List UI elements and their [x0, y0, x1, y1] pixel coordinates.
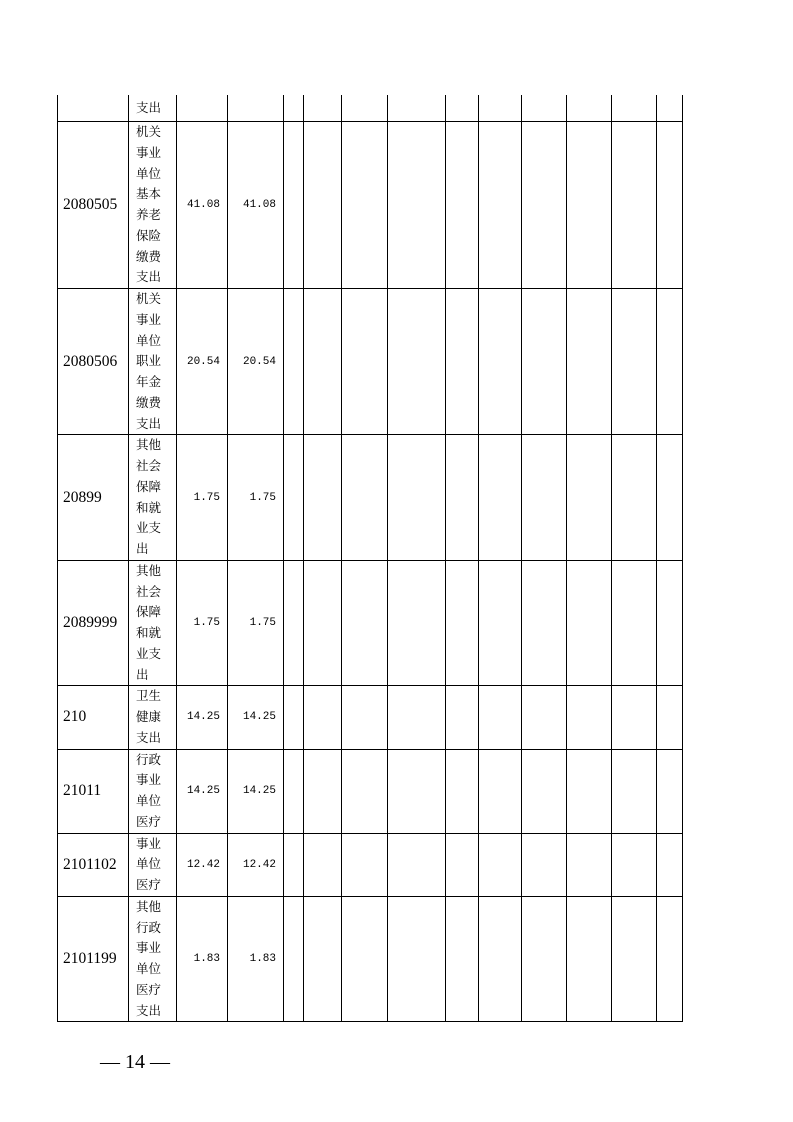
empty-cell — [304, 122, 342, 289]
item-name: 事业单位医疗 — [136, 835, 162, 892]
amount-cell: 1.75 — [177, 435, 228, 561]
empty-cell — [342, 122, 388, 289]
amount-cell: 12.42 — [228, 834, 284, 897]
empty-cell — [657, 435, 683, 561]
empty-cell — [567, 686, 612, 749]
empty-cell — [567, 95, 612, 122]
empty-cell — [612, 289, 657, 435]
name-cell — [129, 435, 177, 561]
item-name: 机关事业单位职业年金缴费支出 — [136, 291, 162, 431]
amount-cell: 14.25 — [228, 750, 284, 834]
empty-cell — [612, 435, 657, 561]
item-name: 支出 — [136, 99, 162, 115]
empty-cell — [522, 897, 567, 1023]
empty-cell — [388, 435, 446, 561]
code-cell: 2080505 — [57, 122, 129, 289]
empty-cell — [388, 561, 446, 687]
empty-cell — [567, 897, 612, 1023]
amount-cell: 20.54 — [177, 289, 228, 435]
table-row — [57, 897, 683, 1023]
amount-cell: 1.75 — [228, 435, 284, 561]
amount-cell: 14.25 — [228, 686, 284, 749]
amount-cell: 12.42 — [177, 834, 228, 897]
empty-cell — [479, 122, 522, 289]
empty-cell — [304, 750, 342, 834]
empty-cell — [284, 122, 304, 289]
amount-cell: 14.25 — [177, 686, 228, 749]
name-cell — [129, 289, 177, 435]
amount-cell: 1.75 — [228, 561, 284, 687]
table-row — [57, 435, 683, 561]
empty-cell — [657, 686, 683, 749]
empty-cell — [446, 686, 479, 749]
item-name: 其他社会保障和就业支出 — [136, 437, 162, 556]
empty-cell — [342, 686, 388, 749]
empty-cell — [446, 834, 479, 897]
empty-cell — [522, 435, 567, 561]
empty-cell — [479, 897, 522, 1023]
empty-cell — [657, 95, 683, 122]
empty-cell — [657, 897, 683, 1023]
code-cell: 20899 — [57, 435, 129, 561]
empty-cell — [388, 897, 446, 1023]
item-name: 其他行政事业单位医疗支出 — [136, 898, 162, 1018]
empty-cell — [342, 750, 388, 834]
empty-cell — [522, 289, 567, 435]
empty-cell — [446, 122, 479, 289]
empty-cell — [284, 435, 304, 561]
empty-cell — [304, 686, 342, 749]
empty-cell — [342, 435, 388, 561]
empty-cell — [479, 561, 522, 687]
empty-cell — [284, 289, 304, 435]
empty-cell — [522, 834, 567, 897]
empty-cell — [567, 834, 612, 897]
empty-cell — [657, 750, 683, 834]
table-row-continued — [57, 95, 683, 122]
empty-cell — [388, 95, 446, 122]
empty-cell — [522, 561, 567, 687]
empty-cell — [446, 750, 479, 834]
table-row — [57, 289, 683, 435]
amount-cell: 1.75 — [177, 561, 228, 687]
empty-cell — [567, 289, 612, 435]
table-row — [57, 834, 683, 897]
name-cell — [129, 897, 177, 1023]
empty-cell — [567, 435, 612, 561]
empty-cell — [388, 289, 446, 435]
item-name: 其他社会保障和就业支出 — [136, 562, 162, 682]
empty-cell — [479, 834, 522, 897]
empty-cell — [612, 750, 657, 834]
empty-cell — [388, 122, 446, 289]
empty-cell — [479, 750, 522, 834]
empty-cell — [657, 289, 683, 435]
table-body — [57, 95, 683, 1022]
amount-cell: 1.83 — [228, 897, 284, 1023]
empty-cell — [446, 435, 479, 561]
empty-cell — [284, 95, 304, 122]
empty-cell — [446, 897, 479, 1023]
amount-cell: 20.54 — [228, 289, 284, 435]
code-cell: 2089999 — [57, 561, 129, 687]
empty-cell — [567, 561, 612, 687]
empty-cell — [657, 561, 683, 687]
name-cell — [129, 122, 177, 289]
code-cell: 21011 — [57, 750, 129, 834]
name-cell — [129, 750, 177, 834]
name-cell — [129, 95, 177, 122]
amount-cell: 1.83 — [177, 897, 228, 1023]
amount-cell: 14.25 — [177, 750, 228, 834]
empty-cell — [388, 686, 446, 749]
empty-cell — [567, 750, 612, 834]
empty-cell — [522, 122, 567, 289]
empty-cell — [284, 561, 304, 687]
empty-cell — [479, 435, 522, 561]
empty-cell — [567, 122, 612, 289]
empty-cell — [284, 897, 304, 1023]
empty-cell — [342, 897, 388, 1023]
empty-cell — [342, 95, 388, 122]
empty-cell — [522, 750, 567, 834]
table-row — [57, 750, 683, 834]
amount-cell: 41.08 — [177, 122, 228, 289]
empty-cell — [612, 834, 657, 897]
empty-cell — [284, 834, 304, 897]
amount-cell: 41.08 — [228, 122, 284, 289]
empty-cell — [304, 834, 342, 897]
item-name: 行政事业单位医疗 — [136, 751, 162, 829]
empty-cell — [284, 750, 304, 834]
empty-cell — [446, 95, 479, 122]
empty-cell — [388, 834, 446, 897]
empty-cell — [342, 834, 388, 897]
table-row — [57, 561, 683, 687]
empty-cell — [522, 686, 567, 749]
code-cell: 210 — [57, 686, 129, 749]
empty-cell — [304, 561, 342, 687]
empty-cell — [284, 686, 304, 749]
code-cell: 2101102 — [57, 834, 129, 897]
name-cell — [129, 561, 177, 687]
amount-cell — [177, 95, 228, 122]
empty-cell — [612, 686, 657, 749]
empty-cell — [657, 122, 683, 289]
empty-cell — [304, 289, 342, 435]
empty-cell — [304, 435, 342, 561]
budget-table — [57, 95, 683, 1022]
empty-cell — [342, 289, 388, 435]
page-number: — 14 — — [100, 1051, 170, 1073]
name-cell — [129, 834, 177, 897]
empty-cell — [304, 95, 342, 122]
empty-cell — [342, 561, 388, 687]
table-row — [57, 686, 683, 749]
code-cell: 2080506 — [57, 289, 129, 435]
table-row — [57, 122, 683, 289]
code-cell — [57, 95, 129, 122]
empty-cell — [388, 750, 446, 834]
empty-cell — [612, 897, 657, 1023]
empty-cell — [522, 95, 567, 122]
item-name: 卫生健康支出 — [136, 688, 162, 745]
empty-cell — [479, 686, 522, 749]
empty-cell — [479, 289, 522, 435]
empty-cell — [612, 122, 657, 289]
amount-cell — [228, 95, 284, 122]
empty-cell — [446, 289, 479, 435]
empty-cell — [612, 95, 657, 122]
item-name: 机关事业单位基本养老保险缴费支出 — [136, 124, 162, 285]
code-cell: 2101199 — [57, 897, 129, 1023]
name-cell — [129, 686, 177, 749]
empty-cell — [479, 95, 522, 122]
empty-cell — [657, 834, 683, 897]
empty-cell — [446, 561, 479, 687]
empty-cell — [304, 897, 342, 1023]
empty-cell — [612, 561, 657, 687]
